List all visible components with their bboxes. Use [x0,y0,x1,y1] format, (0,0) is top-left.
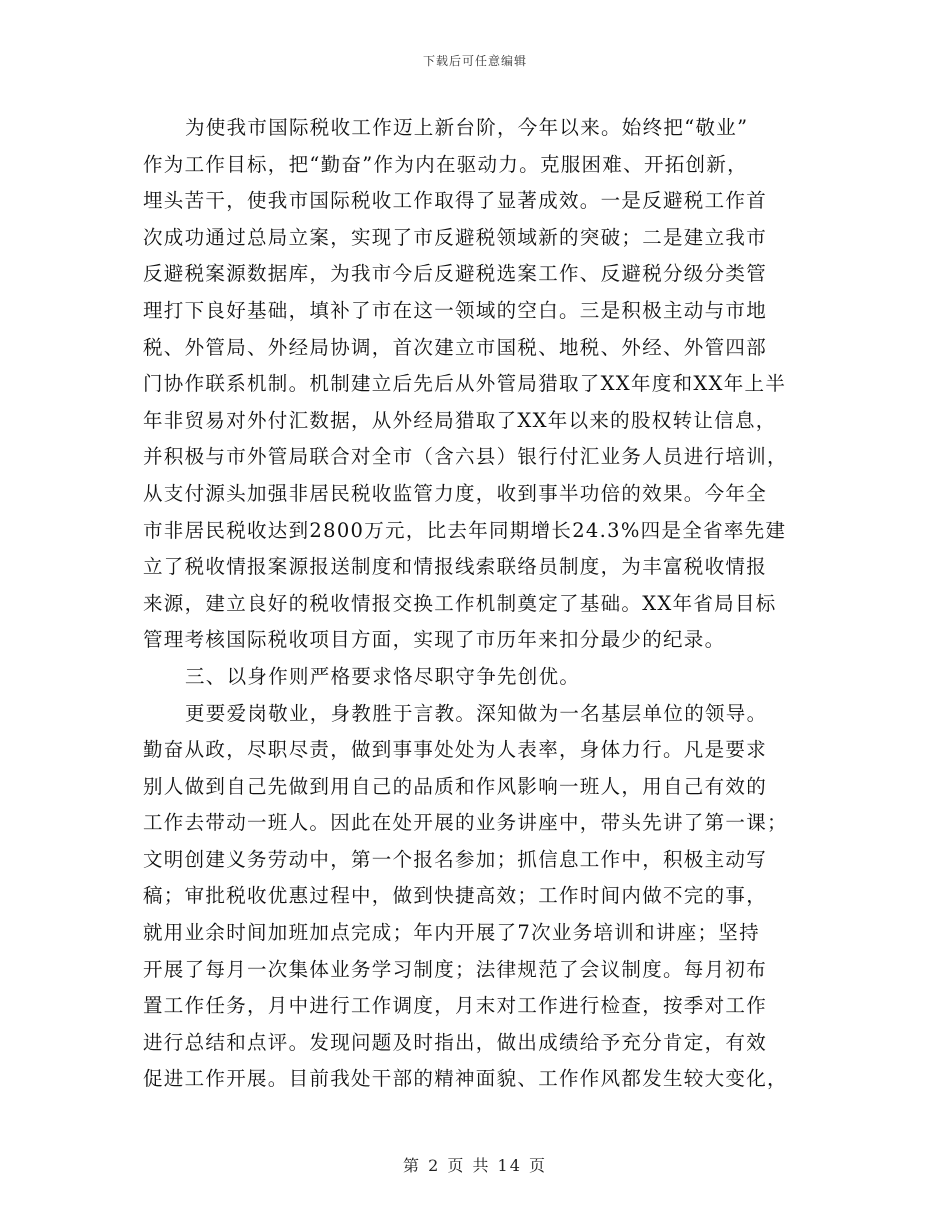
paragraph-line: 门协作联系机制。机制建立后先后从外管局猎取了XX年度和XX年上半 [143,372,787,396]
paragraph-line: 理打下良好基础，填补了市在这一领域的空白。三是积极主动与市地 [143,298,768,322]
section-heading: 三、以身作则严格要求恪尽职守争先创优。 [185,664,581,688]
paragraph-line: 更要爱岗敬业，身教胜于言教。深知做为一名基层单位的领导。 [185,701,768,725]
paragraph-line: 稿；审批税收优惠过程中，做到快捷高效；工作时间内做不完的事， [143,884,768,908]
paragraph-line: 勤奋从政，尽职尽责，做到事事处处为人表率，身体力行。凡是要求 [143,738,768,762]
paragraph-line: 市非居民税收达到2800万元，比去年同期增长24.3%四是全省率先建 [143,518,787,542]
paragraph-line: 开展了每月一次集体业务学习制度；法律规范了会议制度。每月初布 [143,957,768,981]
paragraph-line: 就用业余时间加班加点完成；年内开展了7次业务培训和讲座；坚持 [143,921,760,945]
paragraph-line: 来源，建立良好的税收情报交换工作机制奠定了基础。XX年省局目标 [143,591,777,615]
paragraph-line: 税、外管局、外经局协调，首次建立市国税、地税、外经、外管四部 [143,335,768,359]
paragraph-line: 从支付源头加强非居民税收监管力度，收到事半功倍的效果。今年全 [143,481,768,505]
paragraph-line: 次成功通过总局立案，实现了市反避税领域新的突破；二是建立我市 [143,225,768,249]
page-number: 第 2 页 共 14 页 [403,1156,547,1175]
paragraph-line: 进行总结和点评。发现问题及时指出，做出成绩给予充分肯定，有效 [143,1030,768,1054]
paragraph-line: 工作去带动一班人。因此在处开展的业务讲座中，带头先讲了第一课； [143,811,788,835]
paragraph-line: 管理考核国际税收项目方面，实现了市历年来扣分最少的纪录。 [143,628,726,652]
paragraph-line: 为使我市国际税收工作迈上新台阶，今年以来。始终把“敬业” [185,116,749,139]
paragraph-line: 别人做到自己先做到用自己的品质和作风影响一班人，用自己有效的 [143,774,768,798]
document-body [143,110,811,1098]
paragraph-line: 立了税收情报案源报送制度和情报线索联络员制度，为丰富税收情报 [143,555,768,579]
paragraph-line: 埋头苦干，使我市国际税收工作取得了显著成效。一是反避税工作首 [143,189,768,213]
paragraph-line: 文明创建义务劳动中，第一个报名参加；抓信息工作中，积极主动写 [143,847,768,871]
paragraph-line: 促进工作开展。目前我处干部的精神面貌、工作作风都发生较大变化， [143,1067,788,1091]
paragraph-line: 置工作任务，月中进行工作调度，月末对工作进行检查，按季对工作 [143,994,768,1018]
paragraph-line: 反避税案源数据库，为我市今后反避税选案工作、反避税分级分类管 [143,262,768,286]
page-header: 下载后可任意编辑 [422,54,527,68]
paragraph-line: 年非贸易对外付汇数据，从外经局猎取了XX年以来的股权转让信息， [143,408,777,432]
paragraph-line: 并积极与市外管局联合对全市（含六县）银行付汇业务人员进行培训， [143,445,788,469]
paragraph-line: 作为工作目标，把“勤奋”作为内在驱动力。克服困难、开拓创新， [143,152,748,176]
